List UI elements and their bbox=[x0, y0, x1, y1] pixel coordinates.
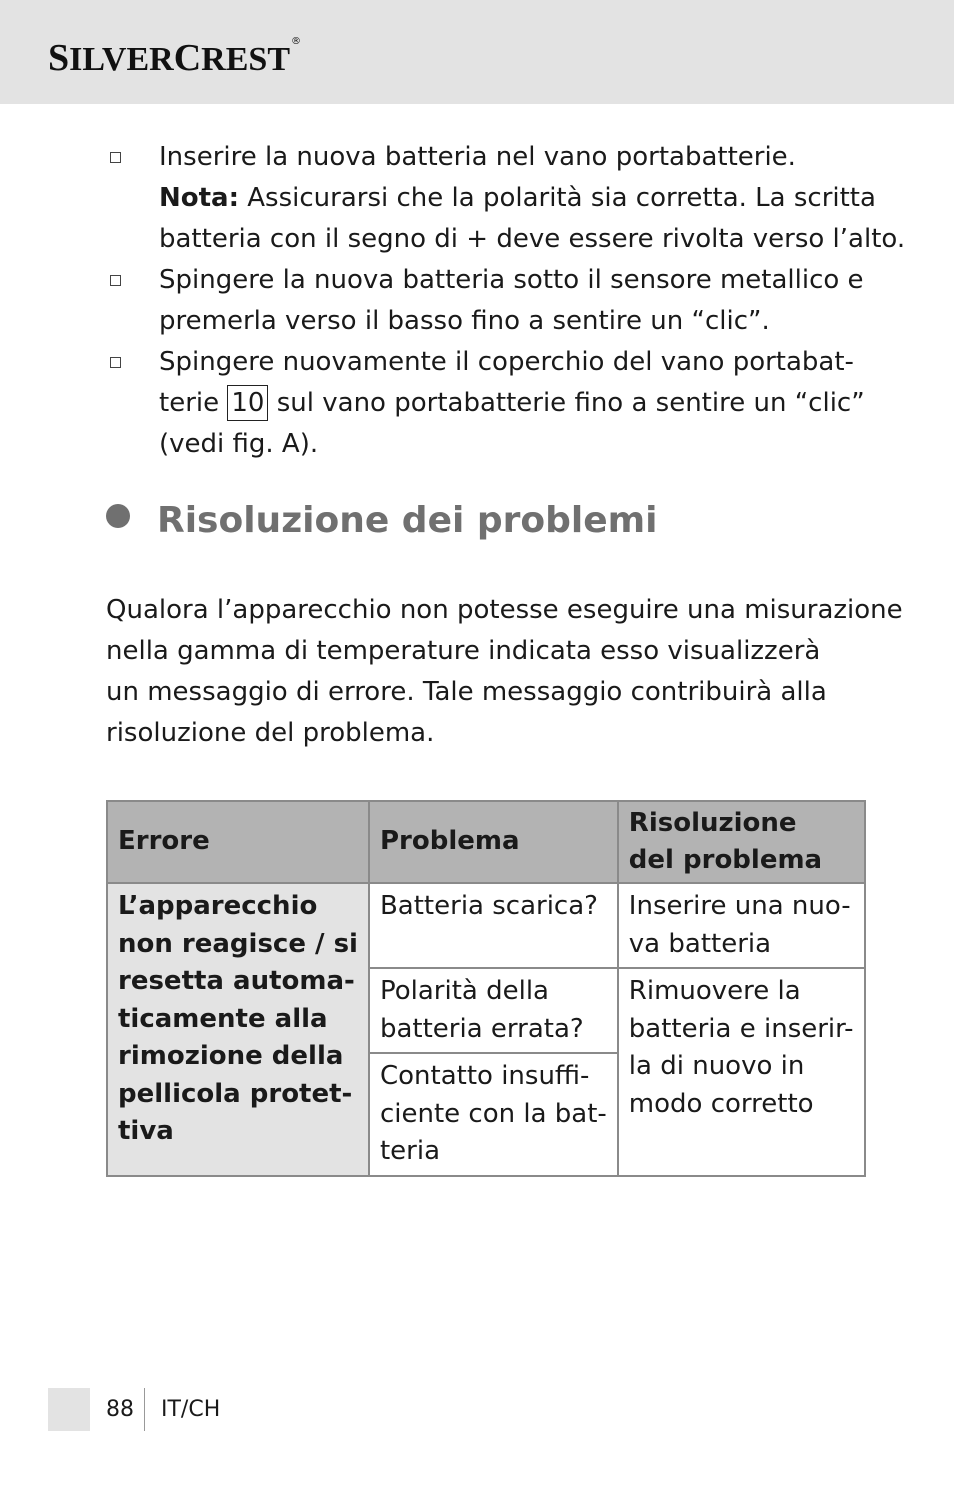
header-text: Risoluzione bbox=[628, 807, 797, 838]
header-text: del problema bbox=[628, 845, 823, 875]
cell-line: va batteria bbox=[628, 928, 772, 959]
logo-part: REST bbox=[201, 41, 290, 78]
section-title-text: Risoluzione dei problemi bbox=[157, 500, 658, 541]
cell-line: non reagisce / si bbox=[118, 928, 358, 959]
logo-part: S bbox=[48, 37, 70, 79]
paragraph-line: nella gamma di temperature indicata esso visualizzerà bbox=[106, 636, 821, 666]
step-text: premerla verso il basso fino a sentire un “clic”. bbox=[159, 306, 770, 336]
step-text: Spingere nuovamente il coperchio del vano portabat- bbox=[159, 347, 854, 377]
intro-paragraph bbox=[106, 590, 903, 754]
page-number: 88 bbox=[106, 1397, 134, 1422]
cell-line: teria bbox=[379, 1136, 441, 1166]
step-text: terie bbox=[159, 388, 228, 418]
locale-label: IT/CH bbox=[161, 1397, 221, 1422]
problem-cell bbox=[369, 968, 618, 1053]
paragraph-line: un messaggio di errore. Tale messaggio contribuirà alla bbox=[106, 677, 827, 707]
solution-cell bbox=[618, 968, 865, 1176]
registered-mark: ® bbox=[291, 36, 301, 47]
step-item bbox=[106, 137, 906, 260]
table-header-row bbox=[107, 801, 865, 883]
brand-logo bbox=[48, 36, 301, 80]
header-error bbox=[107, 801, 369, 883]
note-text: batteria con il segno di + deve essere rivolta verso l’alto. bbox=[159, 224, 906, 254]
instruction-steps bbox=[106, 137, 906, 465]
step-text: Inserire la nuova batteria nel vano portabatterie. bbox=[159, 142, 796, 172]
cell-line: Inserire una nuo- bbox=[628, 891, 851, 921]
header-problem bbox=[369, 801, 618, 883]
cell-line: batteria errata? bbox=[379, 1013, 584, 1044]
error-cell bbox=[107, 883, 369, 1176]
bullet-dot-icon bbox=[106, 504, 130, 528]
problem-cell bbox=[369, 883, 618, 968]
cell-line: rimozione della bbox=[118, 1041, 344, 1071]
logo-part: C bbox=[173, 37, 202, 79]
paragraph-line: risoluzione del problema. bbox=[106, 718, 435, 748]
cell-line: Rimuovere la bbox=[628, 976, 801, 1006]
part-reference-number: 10 bbox=[227, 385, 268, 421]
solution-cell bbox=[618, 883, 865, 968]
header-text: Problema bbox=[379, 826, 520, 857]
step-item bbox=[106, 342, 866, 465]
cell-line: Batteria scarica? bbox=[379, 891, 598, 921]
note-line bbox=[159, 178, 876, 219]
cell-line: resetta automa- bbox=[118, 966, 355, 996]
footer-divider bbox=[144, 1388, 145, 1431]
header-text: Errore bbox=[118, 826, 210, 857]
step-text: Spingere la nuova batteria sotto il sensore metallico e bbox=[159, 265, 864, 295]
cell-line: la di nuovo in bbox=[628, 1051, 805, 1081]
checkbox-bullet-icon bbox=[110, 357, 121, 368]
step-item bbox=[106, 260, 866, 342]
cell-line: ciente con la bat- bbox=[379, 1098, 607, 1129]
step-text: sul vano portabatterie fino a sentire un “clic” bbox=[268, 388, 865, 418]
note-text: Assicurarsi che la polarità sia corretta. La scritta bbox=[247, 183, 876, 213]
footer-marker bbox=[48, 1388, 90, 1431]
header-solution bbox=[618, 801, 865, 883]
problem-cell bbox=[369, 1053, 618, 1176]
troubleshooting-table bbox=[106, 800, 866, 1177]
cell-line: Polarità della bbox=[379, 976, 549, 1006]
cell-line: modo corretto bbox=[628, 1088, 814, 1119]
step-text: (vedi fig. A). bbox=[159, 429, 319, 459]
paragraph-line: Qualora l’apparecchio non potesse eseguire una misurazione bbox=[106, 595, 903, 625]
step-text-with-ref bbox=[159, 383, 866, 424]
logo-part: ILVER bbox=[69, 41, 174, 78]
checkbox-bullet-icon bbox=[110, 275, 121, 286]
section-title bbox=[106, 500, 657, 541]
cell-line: L’apparecchio bbox=[118, 891, 318, 921]
note-label: Nota: bbox=[159, 183, 239, 213]
cell-line: Contatto insuffi- bbox=[379, 1061, 590, 1091]
cell-line: tiva bbox=[118, 1116, 174, 1146]
cell-line: batteria e inserir- bbox=[628, 1013, 854, 1044]
checkbox-bullet-icon bbox=[110, 152, 121, 163]
cell-line: pellicola protet- bbox=[118, 1078, 353, 1109]
table-row bbox=[107, 883, 865, 968]
cell-line: ticamente alla bbox=[118, 1003, 328, 1034]
